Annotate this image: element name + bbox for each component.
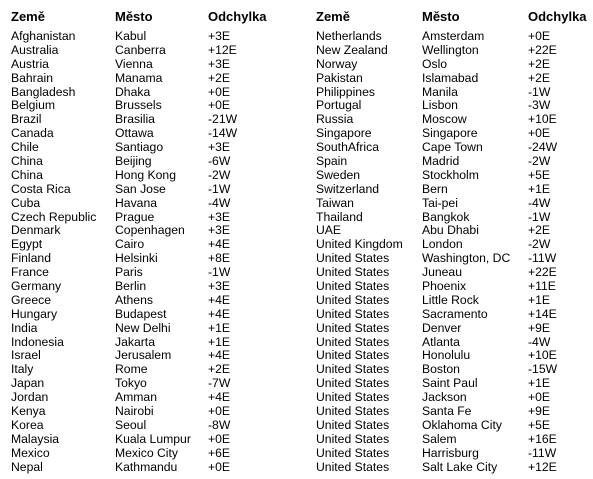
cell-city: Sacramento: [422, 306, 488, 321]
cell-offset: +0E: [528, 390, 551, 405]
cell-city: Seoul: [115, 417, 147, 432]
cell-country: China: [11, 167, 43, 182]
cell-country: Belgium: [11, 98, 56, 113]
cell-offset: +16E: [528, 431, 557, 446]
cell-country: United Kingdom: [316, 237, 403, 252]
cell-country: Malaysia: [11, 431, 60, 446]
cell-city: Islamabad: [422, 70, 479, 85]
cell-city: Hong Kong: [115, 167, 176, 182]
cell-city: Wellington: [422, 42, 479, 57]
cell-city: Berlin: [115, 279, 147, 294]
cell-country: Kenya: [11, 404, 46, 419]
cell-offset: +11E: [528, 279, 556, 294]
cell-city: Washington, DC: [422, 251, 511, 266]
cell-country: Indonesia: [11, 334, 64, 349]
cell-offset: -4W: [528, 195, 551, 210]
cell-city: Brasilia: [115, 112, 155, 127]
cell-country: United States: [316, 292, 390, 307]
cell-country: Jordan: [11, 390, 49, 405]
cell-offset: +4E: [208, 348, 231, 363]
cell-country: Thailand: [316, 209, 363, 224]
cell-offset: -3W: [528, 98, 551, 113]
cell-country: SouthAfrica: [316, 140, 380, 155]
cell-city: Canberra: [115, 42, 166, 57]
cell-country: United States: [316, 348, 390, 363]
cell-country: Hungary: [11, 306, 58, 321]
cell-country: United States: [316, 445, 390, 460]
cell-country: Korea: [11, 417, 44, 432]
cell-country: Bangladesh: [11, 84, 76, 99]
cell-country: Netherlands: [316, 29, 382, 43]
cell-country: United States: [316, 251, 390, 266]
cell-offset: -11W: [528, 251, 557, 266]
cell-offset: +22E: [528, 42, 557, 57]
cell-city: Cape Town: [422, 140, 483, 155]
cell-offset: -15W: [528, 362, 558, 377]
cell-offset: +1E: [528, 181, 551, 196]
cell-offset: -2W: [528, 237, 551, 252]
cell-city: Little Rock: [422, 292, 479, 307]
cell-country: New Zealand: [316, 42, 388, 57]
cell-city: Ottawa: [115, 126, 154, 141]
cell-country: Singapore: [316, 126, 372, 141]
cell-country: United States: [316, 362, 390, 377]
cell-country: Japan: [11, 376, 45, 391]
cell-offset: +2E: [528, 70, 551, 85]
cell-country: Denmark: [11, 223, 61, 238]
cell-city: Oslo: [422, 56, 448, 71]
cell-offset: +3E: [208, 140, 231, 155]
cell-city: Copenhagen: [115, 223, 185, 238]
cell-offset: -1W: [528, 209, 551, 224]
cell-offset: +2E: [208, 362, 231, 377]
cell-offset: +4E: [208, 292, 231, 307]
cell-city: Cairo: [115, 237, 145, 252]
cell-offset: +14E: [528, 306, 557, 321]
cell-country: Pakistan: [316, 70, 363, 85]
cell-city: Phoenix: [422, 279, 467, 294]
cell-country: Canada: [11, 126, 54, 141]
cell-offset: +12E: [208, 42, 237, 57]
header-offset: Odchylka: [208, 9, 267, 24]
cell-city: Harrisburg: [422, 445, 479, 460]
cell-offset: +0E: [528, 29, 551, 43]
cell-country: Philippines: [316, 84, 375, 99]
cell-offset: +1E: [528, 292, 551, 307]
cell-offset: +2E: [208, 70, 231, 85]
cell-city: Honolulu: [422, 348, 471, 363]
cell-offset: -1W: [208, 181, 231, 196]
cell-city: San Jose: [115, 181, 166, 196]
cell-country: United States: [316, 265, 390, 280]
cell-offset: +8E: [208, 251, 231, 266]
cell-offset: +9E: [528, 404, 551, 419]
cell-city: Athens: [115, 292, 153, 307]
cell-city: Manama: [115, 70, 163, 85]
cell-city: Madrid: [422, 154, 460, 169]
cell-offset: +3E: [208, 279, 231, 294]
cell-offset: -21W: [208, 112, 238, 127]
cell-country: United States: [316, 390, 390, 405]
cell-city: Salt Lake City: [422, 459, 498, 474]
cell-country: United States: [316, 306, 390, 321]
cell-city: Budapest: [115, 306, 167, 321]
cell-country: United States: [316, 279, 390, 294]
cell-city: Prague: [115, 209, 155, 224]
cell-country: UAE: [316, 223, 342, 238]
cell-offset: -2W: [528, 154, 551, 169]
cell-city: Dhaka: [115, 84, 151, 99]
header-city: Město: [115, 9, 153, 24]
cell-city: Helsinki: [115, 251, 158, 266]
cell-city: Manila: [422, 84, 458, 99]
cell-country: India: [11, 320, 38, 335]
cell-city: Kathmandu: [115, 459, 178, 474]
cell-offset: -4W: [528, 334, 551, 349]
cell-city: Bangkok: [422, 209, 470, 224]
cell-offset: +0E: [208, 431, 231, 446]
cell-country: Sweden: [316, 167, 361, 182]
cell-country: Italy: [11, 362, 34, 377]
cell-country: Bahrain: [11, 70, 54, 85]
cell-city: Santiago: [115, 140, 164, 155]
cell-offset: +9E: [528, 320, 551, 335]
cell-city: Amman: [115, 390, 157, 405]
header-city: Město: [422, 9, 460, 24]
cell-country: United States: [316, 431, 390, 446]
cell-city: Brussels: [115, 98, 162, 113]
cell-country: Finland: [11, 251, 51, 266]
header-country: Země: [316, 9, 350, 24]
cell-country: Afghanistan: [11, 29, 76, 43]
cell-city: Vienna: [115, 56, 153, 71]
cell-city: Saint Paul: [422, 376, 478, 391]
cell-offset: +10E: [528, 348, 557, 363]
cell-country: United States: [316, 376, 390, 391]
cell-city: New Delhi: [115, 320, 171, 335]
cell-city: Mexico City: [115, 445, 178, 460]
cell-offset: +4E: [208, 390, 231, 405]
cell-offset: -2W: [208, 167, 231, 182]
cell-offset: +3E: [208, 209, 231, 224]
cell-city: Abu Dhabi: [422, 223, 479, 238]
cell-offset: +2E: [528, 56, 551, 71]
cell-city: Oklahoma City: [422, 417, 502, 432]
cell-city: Jerusalem: [115, 348, 172, 363]
cell-offset: +1E: [528, 376, 551, 391]
cell-offset: +1E: [208, 334, 231, 349]
cell-city: Kabul: [115, 29, 147, 43]
cell-city: Kuala Lumpur: [115, 431, 191, 446]
cell-city: Boston: [422, 362, 460, 377]
cell-country: Portugal: [316, 98, 362, 113]
cell-country: Mexico: [11, 445, 50, 460]
cell-city: Tokyo: [115, 376, 147, 391]
cell-country: Austria: [11, 56, 49, 71]
cell-offset: +4E: [208, 237, 231, 252]
cell-country: Spain: [316, 154, 348, 169]
cell-country: Russia: [316, 112, 354, 127]
cell-offset: +5E: [528, 167, 551, 182]
cell-country: Israel: [11, 348, 41, 363]
cell-city: Juneau: [422, 265, 462, 280]
cell-offset: +10E: [528, 112, 557, 127]
cell-offset: +5E: [528, 417, 551, 432]
cell-offset: +4E: [208, 306, 231, 321]
cell-country: France: [11, 265, 49, 280]
cell-offset: +0E: [208, 459, 231, 474]
cell-offset: +0E: [208, 84, 231, 99]
cell-country: Brazil: [11, 112, 42, 127]
cell-offset: +22E: [528, 265, 557, 280]
cell-country: Chile: [11, 140, 39, 155]
cell-country: United States: [316, 417, 390, 432]
cell-city: Lisbon: [422, 98, 458, 113]
cell-country: Costa Rica: [11, 181, 71, 196]
header-offset: Odchylka: [528, 9, 587, 24]
cell-country: Norway: [316, 56, 358, 71]
cell-city: Denver: [422, 320, 462, 335]
cell-city: Beijing: [115, 154, 152, 169]
cell-city: Moscow: [422, 112, 467, 127]
cell-country: Greece: [11, 292, 51, 307]
cell-offset: +6E: [208, 445, 231, 460]
cell-offset: +0E: [208, 98, 231, 113]
cell-city: Atlanta: [422, 334, 460, 349]
cell-country: United States: [316, 404, 390, 419]
cell-city: Paris: [115, 265, 143, 280]
header-country: Země: [11, 9, 45, 24]
cell-offset: +1E: [208, 320, 231, 335]
cell-city: Amsterdam: [422, 29, 485, 43]
cell-offset: -4W: [208, 195, 231, 210]
cell-offset: +3E: [208, 223, 231, 238]
cell-offset: -6W: [208, 154, 231, 169]
cell-city: Bern: [422, 181, 448, 196]
cell-country: United States: [316, 320, 390, 335]
cell-city: Jakarta: [115, 334, 155, 349]
cell-country: Germany: [11, 279, 62, 294]
cell-city: Jackson: [422, 390, 467, 405]
cell-offset: +3E: [208, 56, 231, 71]
cell-country: Egypt: [11, 237, 43, 252]
cell-offset: +2E: [528, 223, 551, 238]
cell-country: Australia: [11, 42, 59, 57]
cell-offset: +0E: [528, 126, 551, 141]
cell-city: Rome: [115, 362, 148, 377]
cell-city: Tai-pei: [422, 195, 458, 210]
cell-offset: -1W: [208, 265, 231, 280]
cell-city: Nairobi: [115, 404, 154, 419]
cell-offset: -1W: [528, 84, 551, 99]
cell-country: Taiwan: [316, 195, 354, 210]
cell-country: Nepal: [11, 459, 43, 474]
cell-country: United States: [316, 459, 390, 474]
cell-offset: -11W: [528, 445, 557, 460]
cell-city: Singapore: [422, 126, 478, 141]
cell-offset: -8W: [208, 417, 231, 432]
cell-offset: -24W: [528, 140, 558, 155]
cell-country: United States: [316, 334, 390, 349]
cell-country: Czech Republic: [11, 209, 97, 224]
cell-city: Santa Fe: [422, 404, 472, 419]
cell-offset: -7W: [208, 376, 231, 391]
cell-country: Switzerland: [316, 181, 379, 196]
cell-country: China: [11, 154, 43, 169]
cell-offset: +0E: [208, 404, 231, 419]
cell-offset: -14W: [208, 126, 238, 141]
cell-country: Cuba: [11, 195, 41, 210]
cell-offset: +3E: [208, 29, 231, 43]
cell-city: Stockholm: [422, 167, 479, 182]
cell-city: Salem: [422, 431, 457, 446]
cell-city: Havana: [115, 195, 158, 210]
cell-offset: +12E: [528, 459, 557, 474]
cell-city: London: [422, 237, 463, 252]
